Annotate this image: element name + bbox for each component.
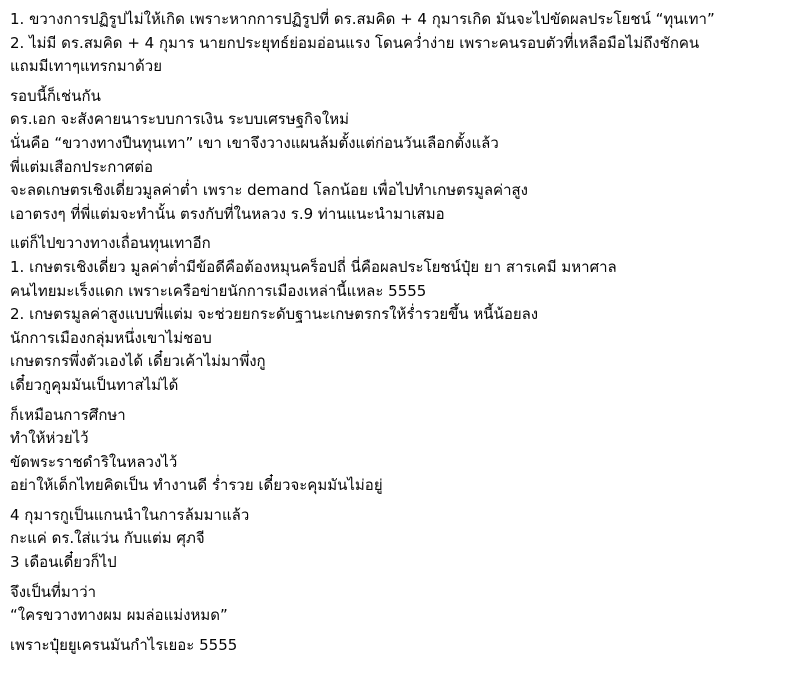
text-line: ก็เหมือนการศึกษา <box>10 405 126 424</box>
paragraph-7 <box>10 634 790 658</box>
text-line: 2. ไม่มี ดร.สมคิด + 4 กุมาร นายกประยุทธ์ย่อมอ่อนแรง โดนคว่ำง่าย เพราะคนรอบตัวที่เหลือมือไม่ถึงชักคน <box>10 33 700 52</box>
text-line: เดี๋ยวกูคุมมันเป็นทาสไม่ได้ <box>10 375 179 394</box>
paragraph-6 <box>10 581 790 628</box>
text-line: เอาตรงๆ ที่พี่แต่มจะทำนั้น ตรงกับที่ในหลวง ร.9 ท่านแนะนำมาเสมอ <box>10 204 445 223</box>
text-line: 2. เกษตรมูลค่าสูงแบบพี่แต่ม จะช่วยยกระดับฐานะเกษตรกรให้ร่ำรวยขึ้น หนี้น้อยลง <box>10 305 539 324</box>
paragraph-5 <box>10 504 790 575</box>
text-line: นักการเมืองกลุ่มหนึ่งเขาไม่ชอบ <box>10 328 212 347</box>
text-line: จึงเป็นที่มาว่า <box>10 582 97 601</box>
text-line: นั่นคือ “ขวางทางปืนทุนเทา” เขา เขาจึงวางแผนล้มตั้งแต่ก่อนวันเลือกตั้งแล้ว <box>10 133 499 152</box>
text-line: แถมมีเทาๆแทรกมาด้วย <box>10 57 162 76</box>
text-line: ดร.เอก จะสังคายนาระบบการเงิน ระบบเศรษฐกิจใหม่ <box>10 110 349 129</box>
text-line: จะลดเกษตรเชิงเดี่ยวมูลค่าต่ำ เพราะ demand โลกน้อย เพื่อไปทำเกษตรมูลค่าสูง <box>10 181 528 200</box>
text-line: แต่ก็ไปขวางทางเถื่อนทุนเทาอีก <box>10 234 211 253</box>
text-line: รอบนี้ก็เช่นกัน <box>10 86 101 105</box>
text-line: อย่าให้เด็กไทยคิดเป็น ทำงานดี ร่ำรวย เดี๋ยวจะคุมมันไม่อยู่ <box>10 476 383 495</box>
text-line: พี่แต่มเสือกประกาศต่อ <box>10 157 153 176</box>
text-line: ขัดพระราชดำริในหลวงไว้ <box>10 452 178 471</box>
text-line: เพราะปุ๋ยยูเครนมันกำไรเยอะ 5555 <box>10 635 238 654</box>
paragraph-2 <box>10 85 790 227</box>
paragraph-1 <box>10 8 790 79</box>
paragraph-4 <box>10 404 790 498</box>
text-line: “ใครขวางทางผม ผมล่อแม่งหมด” <box>10 606 228 625</box>
paragraph-3 <box>10 232 790 397</box>
text-line: 1. เกษตรเชิงเดี่ยว มูลค่าต่ำมีข้อดีคือต้องหมุนคร็อปถี่ นี่คือผลประโยชน์ปุ๋ย ยา สารเคมี มหาศาล <box>10 257 617 276</box>
text-line: ทำให้ห่วยไว้ <box>10 429 89 448</box>
text-line: เกษตรกรพึ่งตัวเองได้ เดี๋ยวเค้าไม่มาพึ่งกู <box>10 352 266 371</box>
text-line: 3 เดือนเดี๋ยวก็ไป <box>10 553 117 572</box>
text-line: 4 กุมารกูเป็นแกนนำในการล้มมาแล้ว <box>10 505 250 524</box>
text-line: คนไทยมะเร็งแดก เพราะเครือข่ายนักการเมืองเหล่านี้แหละ 5555 <box>10 281 427 300</box>
text-line: 1. ขวางการปฏิรูปไม่ให้เกิด เพราะหากการปฏิรูปที่ ดร.สมคิด + 4 กุมารเกิด มันจะไปขัดผลประโยชน์ “ทุนเทา” <box>10 10 715 28</box>
text-line: กะแค่ ดร.ใส่แว่น กับแต่ม ศุภจี <box>10 529 205 548</box>
